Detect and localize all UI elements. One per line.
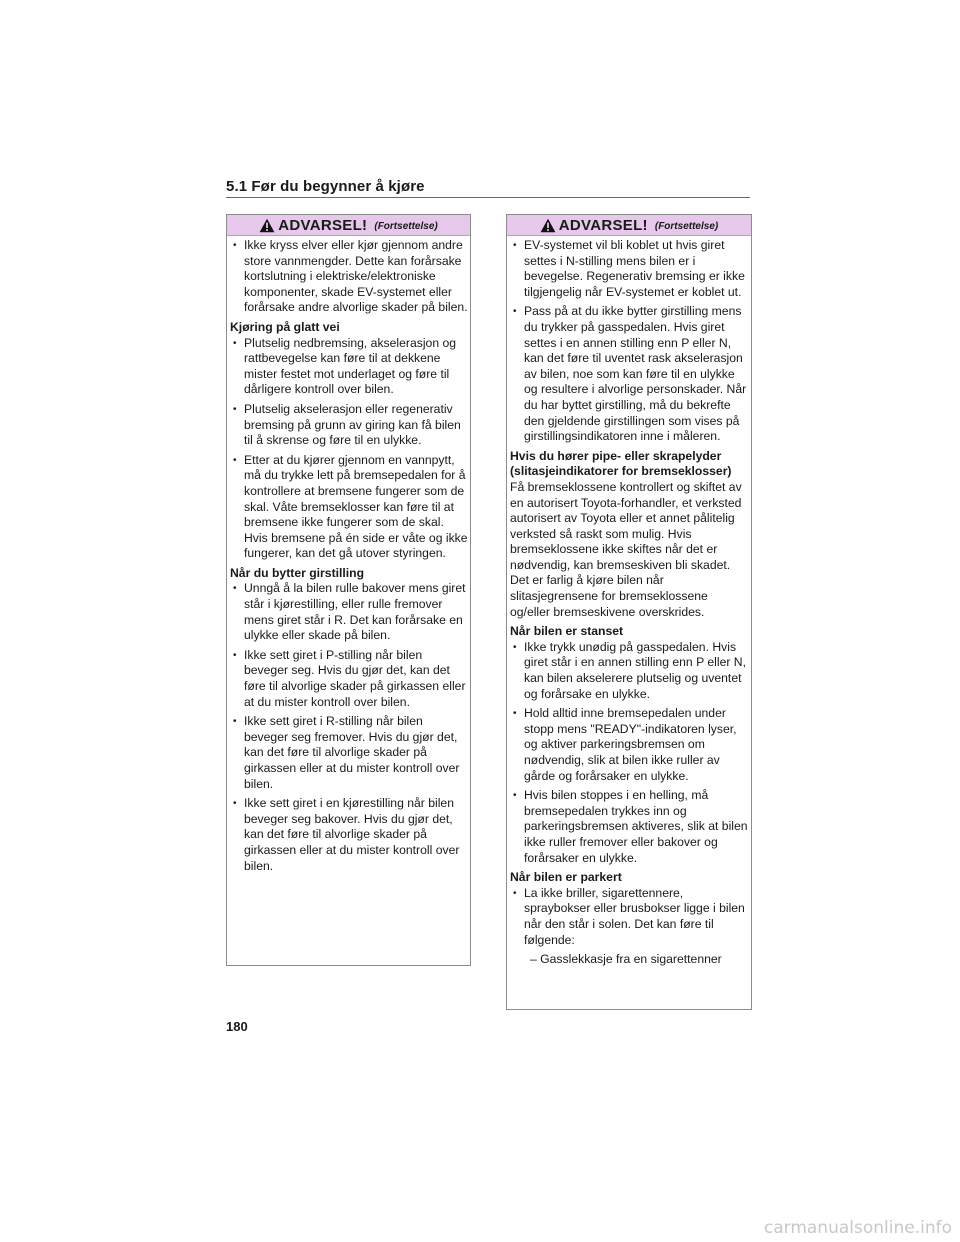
bullet-item: • EV-systemet vil bli koblet ut hvis giret settes i N-stilling mens bilen er i bevegelse. Regenerativ bremsing er ikke tilgjengelig når EV-systemet er koblet ut. bbox=[510, 238, 749, 300]
paragraph: Få bremseklossene kontrollert og skiftet av en autorisert Toyota-forhandler, et verksted autorisert av Toyota eller et annet pålitelig verksted så raskt som mulig. Hvis bremseklossene ikke skiftes når det er nødvendig, kan bremseskiven bli skadet. Det er farlig å kjøre bilen når slitasjegrensene for bremseklossene og/eller bremseskivene overskrides. bbox=[510, 479, 742, 619]
bullet-item: • Ikke kryss elver eller kjør gjennom andre store vannmengder. Dette kan forårsake kortslutning i elektriske/elektroniske komponenter, skade EV-systemet eller forårsake andre alvorlige skader på bilen. bbox=[230, 238, 468, 316]
warning-triangle-icon bbox=[259, 218, 275, 233]
bullet-item: • Ikke sett giret i R-stilling når bilen beveger seg fremover. Hvis du gjør det, kan det føre til alvorlige skader på girkassen eller at du mister kontroll over bilen. bbox=[230, 714, 468, 792]
section-header: 5.1 Før du begynner å kjøre bbox=[226, 178, 750, 198]
bullet-item: • Ikke sett giret i en kjørestilling når bilen beveger seg bakover. Hvis du gjør det, kan det føre til alvorlige skader på girkassen eller at du mister kontroll over bilen. bbox=[230, 796, 468, 874]
warning-body bbox=[507, 236, 751, 968]
warning-body bbox=[227, 236, 470, 874]
bullet-item: • Unngå å la bilen rulle bakover mens giret står i kjørestilling, eller rulle fremover mens giret står i R. Det kan forårsake en ulykke eller skade på bilen. bbox=[230, 581, 468, 643]
subheading: Når bilen er stanset bbox=[510, 624, 624, 639]
warning-box-left bbox=[226, 214, 471, 966]
warning-header bbox=[227, 215, 470, 236]
bullet-item: • Hold alltid inne bremsepedalen under stopp mens "READY"-indikatoren lyser, og aktiver parkeringsbremsen om nødvendig, slik at bilen ikke ruller av gårde og forårsaker en ulykke. bbox=[510, 706, 749, 784]
dash-item: – Gasslekkasje fra en sigarettenner bbox=[530, 952, 722, 967]
warning-subtitle: (Fortsettelse) bbox=[374, 221, 438, 232]
watermark: carmanualsonline.info bbox=[763, 1218, 952, 1238]
bullet-item: • Ikke sett giret i P-stilling når bilen beveger seg. Hvis du gjør det, kan det føre til alvorlige skader på girkassen eller at du mister kontroll over bilen. bbox=[230, 648, 468, 710]
warning-subtitle: (Fortsettelse) bbox=[654, 221, 719, 232]
warning-header bbox=[507, 215, 751, 236]
bullet-item: • La ikke briller, sigarettennere, spraybokser eller brusbokser ligge i bilen når den står i solen. Det kan føre til følgende: bbox=[510, 886, 749, 948]
bullet-item: • Etter at du kjører gjennom en vannpytt, må du trykke lett på bremsepedalen for å kontrollere at bremsene fungerer som de skal. Våte bremseklosser kan føre til at bremsene ikke fungerer som de skal. Hvis bremsene på én side er våte og ikke fungerer, kan det gå utover styringen. bbox=[230, 453, 468, 562]
bullet-item: • Plutselig nedbremsing, akselerasjon og rattbevegelse kan føre til at dekkene mister festet mot underlaget og føre til dårligere kontroll over bilen. bbox=[230, 336, 468, 398]
subheading: Når du bytter girstilling bbox=[230, 565, 365, 580]
bullet-item: • Plutselig akselerasjon eller regenerativ bremsing på grunn av giring kan få bilen til å skrense og føre til en ulykke. bbox=[230, 402, 468, 449]
warning-box-right bbox=[506, 214, 752, 1010]
subheading: Hvis du hører pipe- eller skrapelyder (slitasjeindikatorer for bremseklosser) bbox=[510, 448, 732, 479]
bullet-item: • Ikke trykk unødig på gasspedalen. Hvis giret står i en annen stilling enn P eller N, kan bilen akselerere plutselig og uventet og forårsake en ulykke. bbox=[510, 640, 749, 702]
warning-title: ADVARSEL! bbox=[278, 216, 368, 234]
subheading: Kjøring på glatt vei bbox=[230, 319, 340, 334]
bullet-item: • Pass på at du ikke bytter girstilling mens du trykker på gasspedalen. Hvis giret settes i en annen stilling enn P eller N, kan det føre til uventet rask akselerasjon av bilen, noe som kan føre til en ulykke og resultere i alvorlige personskader. Når du har byttet girstilling, må du bekrefte den gjeldende girstillingen som vises på girstillingsindikatoren inne i måleren. bbox=[510, 304, 749, 444]
bullet-item: • Hvis bilen stoppes i en helling, må bremsepedalen trykkes inn og parkeringsbremsen aktiveres, slik at bilen ikke ruller fremover eller bakover og forårsaker en ulykke. bbox=[510, 788, 749, 866]
warning-triangle-icon bbox=[540, 218, 556, 233]
page-number: 180 bbox=[226, 1019, 248, 1034]
subheading: Når bilen er parkert bbox=[510, 870, 622, 885]
warning-title: ADVARSEL! bbox=[558, 216, 648, 234]
